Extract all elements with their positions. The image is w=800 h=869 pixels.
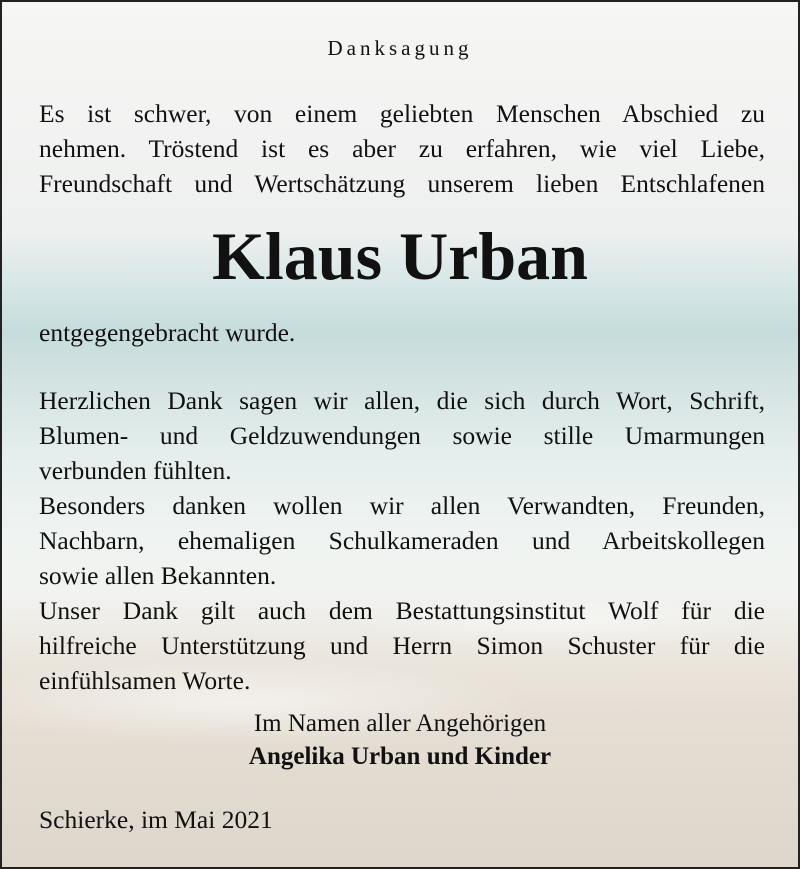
- intro-line: nehmen. Tröstend ist es aber zu erfahren, wie viel Liebe,: [39, 134, 765, 163]
- thanks-line: Nachbarn, ehemaligen Schulkameraden und Arbeitskollegen: [39, 526, 765, 555]
- after-name-line: [39, 315, 765, 350]
- thanks-line: Blumen- und Geldzuwendungen sowie stille Umarmungen: [39, 421, 765, 450]
- thanks-line: sowie allen Bekannten.: [39, 561, 277, 590]
- thanks-line: einfühlsamen Worte.: [39, 666, 251, 695]
- notice-heading: Danksagung: [327, 36, 473, 60]
- deceased-name: Klaus Urban: [212, 218, 588, 294]
- intro-line: Freundschaft und Wertschätzung unserem lieben Entschlafenen: [39, 169, 765, 198]
- intro-line: Es ist schwer, von einem geliebten Menschen Abschied zu: [39, 99, 765, 128]
- signature-block: [2, 707, 798, 773]
- thanks-line: hilfreiche Unterstützung und Herrn Simon Schuster für die: [39, 631, 765, 660]
- signature-line-1: Im Namen aller Angehörigen: [253, 710, 547, 737]
- after-name-text: entgegengebracht wurde.: [39, 318, 296, 347]
- thanks-line: verbunden fühlten.: [39, 456, 232, 485]
- intro-paragraph: [39, 96, 765, 201]
- signature-line-2: Angelika Urban und Kinder: [248, 743, 552, 770]
- thanks-line: Unser Dank gilt auch dem Bestattungsinstitut Wolf für die: [39, 596, 765, 625]
- thanks-line: Herzlichen Dank sagen wir allen, die sich durch Wort, Schrift,: [39, 386, 765, 415]
- thanks-line: Besonders danken wollen wir allen Verwandten, Freunden,: [39, 491, 765, 520]
- thanks-paragraph: [39, 383, 765, 698]
- place-date: Schierke, im Mai 2021: [39, 805, 273, 834]
